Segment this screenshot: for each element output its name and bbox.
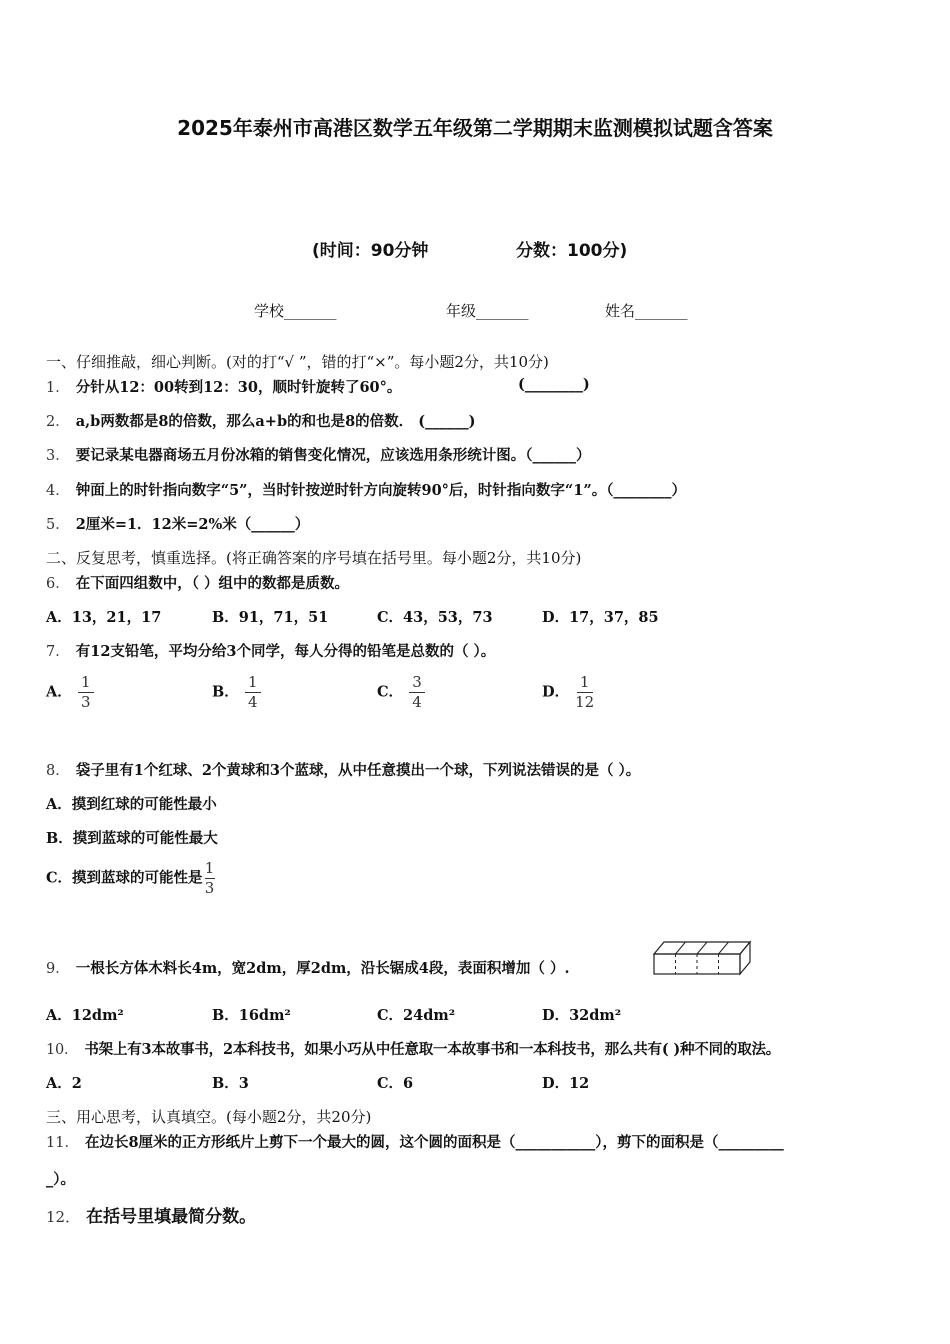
- question-number: 12．: [46, 1208, 81, 1226]
- section-1-heading: 一、仔细推敲，细心判断。(对的打“√ ”，错的打“×”。每小题2分，共10分): [46, 353, 549, 371]
- grade-field: 年级_______: [446, 302, 529, 320]
- fraction-denominator: 4: [412, 693, 422, 711]
- question-6: [46, 572, 349, 593]
- exam-time: (时间：90分钟: [312, 241, 429, 261]
- page-title: 2025年泰州市高港区数学五年级第二学期期末监测模拟试题含答案: [177, 116, 773, 140]
- question-number: 9．: [46, 961, 70, 977]
- question-text: 书架上有3本故事书，2本科技书，如果小巧从中任意取一本故事书和一本科技书，那么共有( )种不同的取法。: [84, 1041, 781, 1058]
- fraction: [245, 674, 261, 711]
- question-9: [46, 957, 570, 978]
- question-5: [46, 513, 309, 534]
- question-number: 8．: [46, 763, 70, 779]
- option-label: C．: [377, 683, 404, 701]
- option-b: B．91，71，51: [212, 609, 329, 626]
- option-a: A．摸到红球的可能性最小: [46, 796, 217, 813]
- question-text: 在边长8厘米的正方形纸片上剪下一个最大的圆，这个圆的面积是（___________），剪下的面积是（_________: [84, 1134, 784, 1151]
- option-c: [46, 860, 215, 897]
- question-text: 一根长方体木料长4m，宽2dm，厚2dm，沿长锯成4段，表面积增加（ ）.: [75, 960, 570, 977]
- fraction-denominator: 3: [80, 693, 91, 711]
- name-field: 姓名_______: [605, 302, 688, 320]
- question-2: [46, 410, 475, 431]
- option-c: [377, 674, 425, 711]
- option-a: [46, 674, 94, 711]
- question-number: 10．: [46, 1042, 79, 1058]
- option-label: B．: [212, 683, 239, 701]
- option-d: D．17，37，85: [542, 609, 659, 626]
- fraction-numerator: 3: [412, 673, 422, 691]
- option-label: A．: [46, 683, 72, 701]
- question-text: 在括号里填最简分数。: [86, 1207, 257, 1227]
- question-8: [46, 759, 640, 780]
- option-b: B．16dm²: [212, 1007, 291, 1024]
- question-text: 分针从12：00转到12：30，顺时针旋转了60°。: [75, 379, 402, 396]
- fraction: [205, 860, 215, 897]
- option-label: C．摸到蓝球的可能性是: [46, 869, 203, 887]
- option-d: [542, 674, 594, 711]
- option-c: C．24dm²: [377, 1007, 456, 1024]
- question-number: 2．: [46, 414, 70, 430]
- option-d: D．12: [542, 1075, 590, 1092]
- question-number: 11．: [46, 1135, 79, 1151]
- question-number: 1．: [46, 380, 70, 396]
- question-4: [46, 479, 686, 500]
- exam-score: 分数：100分): [516, 241, 628, 261]
- option-d: D．32dm²: [542, 1007, 622, 1024]
- fraction-numerator: 1: [247, 673, 258, 691]
- question-text: a,b两数都是8的倍数，那么a+b的和也是8的倍数． (______): [75, 413, 476, 430]
- fraction: [409, 674, 425, 711]
- option-c: C．43，53，73: [377, 609, 493, 626]
- answer-blank: (________): [518, 376, 590, 393]
- question-text: 有12支铅笔，平均分给3个同学，每人分得的铅笔是总数的（ ）。: [75, 643, 496, 660]
- question-text: 要记录某电器商场五月份冰箱的销售变化情况，应该选用条形统计图。（______）: [75, 447, 591, 464]
- question-7: [46, 640, 495, 661]
- fraction-denominator: 3: [204, 879, 215, 897]
- fraction-numerator: 1: [579, 673, 590, 691]
- fraction-numerator: 1: [204, 859, 215, 877]
- cuboid-diagram: [652, 940, 754, 978]
- fraction-numerator: 1: [80, 673, 91, 691]
- question-text: 在下面四组数中，（ ）组中的数都是质数。: [75, 575, 350, 592]
- school-field: 学校_______: [254, 302, 337, 320]
- question-11: [46, 1131, 784, 1152]
- question-number: 5．: [46, 517, 70, 533]
- question-number: 4．: [46, 483, 70, 499]
- question-text: 2厘米=1．12米=2%米（______）: [75, 516, 310, 533]
- option-b: B．摸到蓝球的可能性最大: [46, 830, 218, 847]
- question-number: 6．: [46, 576, 70, 592]
- question-12: [46, 1202, 256, 1227]
- question-11-continued: _）。: [46, 1171, 75, 1188]
- question-10: [46, 1038, 780, 1059]
- section-3-heading: 三、用心思考，认真填空。(每小题2分，共20分): [46, 1108, 372, 1126]
- section-2-heading: 二、反复思考，慎重选择。(将正确答案的序号填在括号里。每小题2分，共10分): [46, 549, 582, 567]
- question-1: [46, 376, 401, 397]
- option-a: A．13，21，17: [46, 609, 162, 626]
- question-3: [46, 444, 590, 465]
- option-label: D．: [542, 683, 570, 701]
- option-b: [212, 674, 261, 711]
- option-c: C．6: [377, 1075, 414, 1092]
- option-a: A．12dm²: [46, 1007, 124, 1024]
- fraction: [575, 674, 594, 711]
- option-b: B．3: [212, 1075, 249, 1092]
- fraction: [78, 674, 94, 711]
- question-text: 钟面上的时针指向数字“5”，当时针按逆时针方向旋转90°后，时针指向数字“1”。（________）: [75, 482, 686, 499]
- question-number: 7．: [46, 644, 70, 660]
- fraction-denominator: 12: [575, 693, 595, 711]
- question-text: 袋子里有1个红球、2个黄球和3个蓝球，从中任意摸出一个球，下列说法错误的是（ ）。: [75, 762, 641, 779]
- question-number: 3．: [46, 448, 70, 464]
- option-a: A．2: [46, 1075, 82, 1092]
- fraction-denominator: 4: [247, 693, 258, 711]
